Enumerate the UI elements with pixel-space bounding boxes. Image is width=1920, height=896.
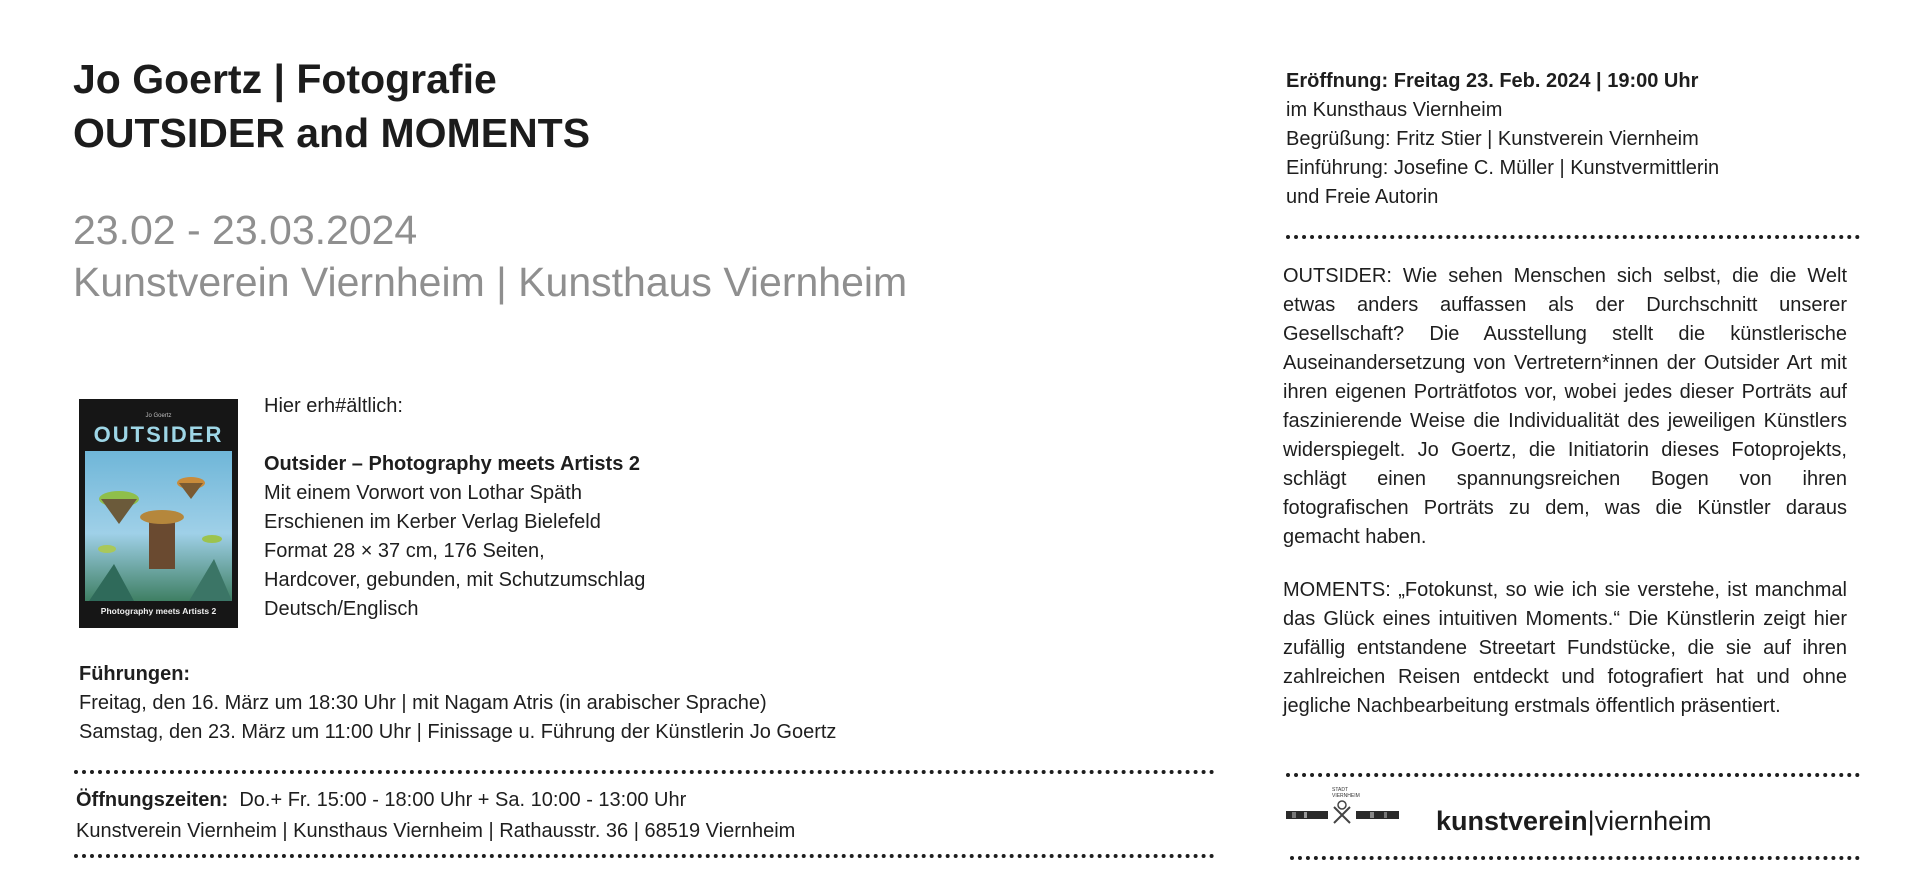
dotted-divider (74, 854, 1215, 858)
kunstverein-logo (1436, 804, 1712, 838)
opening-hours (76, 785, 795, 847)
guided-tours (79, 660, 836, 747)
opening-headline: Eröffnung: Freitag 23. Feb. 2024 | 19:00 Uhr (1286, 70, 1699, 92)
opening-line: und Freie Autorin (1286, 186, 1439, 208)
dotted-divider (1286, 773, 1860, 777)
exhibition-dates: 23.02 - 23.03.2024 (73, 207, 418, 253)
book-detail: Hardcover, gebunden, mit Schutzumschlag (264, 569, 646, 591)
title-line-1: Jo Goertz | Fotografie (73, 56, 497, 102)
tours-label: Führungen: (79, 663, 191, 685)
book-cover (79, 399, 238, 628)
dotted-divider (1290, 856, 1860, 860)
kunstverein-logo-separator: | (1587, 806, 1595, 836)
tour-item: Freitag, den 16. März um 18:30 Uhr | mit Nagam Atris (in arabischer Sprache) (79, 692, 767, 714)
city-emblem-icon (1286, 787, 1399, 827)
dotted-divider (74, 770, 1215, 774)
outsider-description: OUTSIDER: Wie sehen Menschen sich selbst, die die Welt etwas anders auffassen als der Durchschnitt unserer Gesellschaft? Die Ausstellung stellt die künstlerische Auseinandersetzung von Vertretern*innen der Outsider Art mit ihren eigenen Porträtfotos vor, wobei jedes dieser Porträts auf faszinierende Weise die Individualität des jeweiligen Künstlers widerspiegelt. Jo Goertz, die Initiatorin dieses Fotoprojekts, schlägt einen spannungsreichen Bogen von ihren fotografischen Porträts zu dem, was die Künstler daraus gemacht haben. (1283, 265, 1847, 548)
kunstverein-logo-light: viernheim (1594, 806, 1712, 836)
book-detail: Format 28 × 37 cm, 176 Seiten, (264, 540, 545, 562)
tour-item: Samstag, den 23. März um 11:00 Uhr | Finissage u. Führung der Künstlerin Jo Goertz (79, 721, 837, 743)
exhibition-venue: Kunstverein Viernheim | Kunsthaus Viernheim (73, 259, 908, 305)
title-line-2: OUTSIDER and MOMENTS (73, 110, 591, 156)
hours-times: Do.+ Fr. 15:00 - 18:00 Uhr + Sa. 10:00 - 13:00 Uhr (239, 789, 687, 811)
city-logo-text: VIERNHEIM (1332, 793, 1360, 799)
opening-event (1286, 67, 1719, 212)
cover-subtitle: Photography meets Artists 2 (100, 606, 217, 616)
hours-address: Kunstverein Viernheim | Kunsthaus Viernheim | Rathausstr. 36 | 68519 Viernheim (76, 820, 796, 842)
city-viernheim-logo (1286, 787, 1399, 827)
kunstverein-logo-bold: kunstverein (1436, 806, 1588, 836)
available-label: Hier erh#ältlich: (264, 395, 403, 417)
city-logo-text: STADT (1332, 787, 1349, 793)
exhibition-subtitle (73, 204, 907, 308)
moments-description: MOMENTS: „Fotokunst, so wie ich sie verstehe, ist manchmal das Glück eines intuitiven Moments.“ Die Künstlerin zeigt hier zufällig entstandene Streetart Fundstücke, die sie auf ihren zahlreichen Reisen entdeckt und fotografiert hat und ohne jegliche Nachbearbeitung erstmals öffentlich präsentiert. (1283, 579, 1847, 717)
book-detail: Erschienen im Kerber Verlag Bielefeld (264, 511, 601, 533)
opening-line: Begrüßung: Fritz Stier | Kunstverein Viernheim (1286, 128, 1699, 150)
cover-author: Jo Goertz (145, 413, 172, 419)
hours-label: Öffnungszeiten: (76, 789, 229, 811)
cover-title: OUTSIDER (93, 422, 224, 447)
exhibition-title (73, 52, 590, 160)
book-title: Outsider – Photography meets Artists 2 (264, 453, 641, 475)
opening-line: Einführung: Josefine C. Müller | Kunstvermittlerin (1286, 157, 1720, 179)
opening-line: im Kunsthaus Viernheim (1286, 99, 1503, 121)
book-info (264, 392, 645, 624)
dotted-divider (1286, 235, 1860, 239)
book-detail: Mit einem Vorwort von Lothar Späth (264, 482, 582, 504)
book-detail: Deutsch/Englisch (264, 598, 419, 620)
